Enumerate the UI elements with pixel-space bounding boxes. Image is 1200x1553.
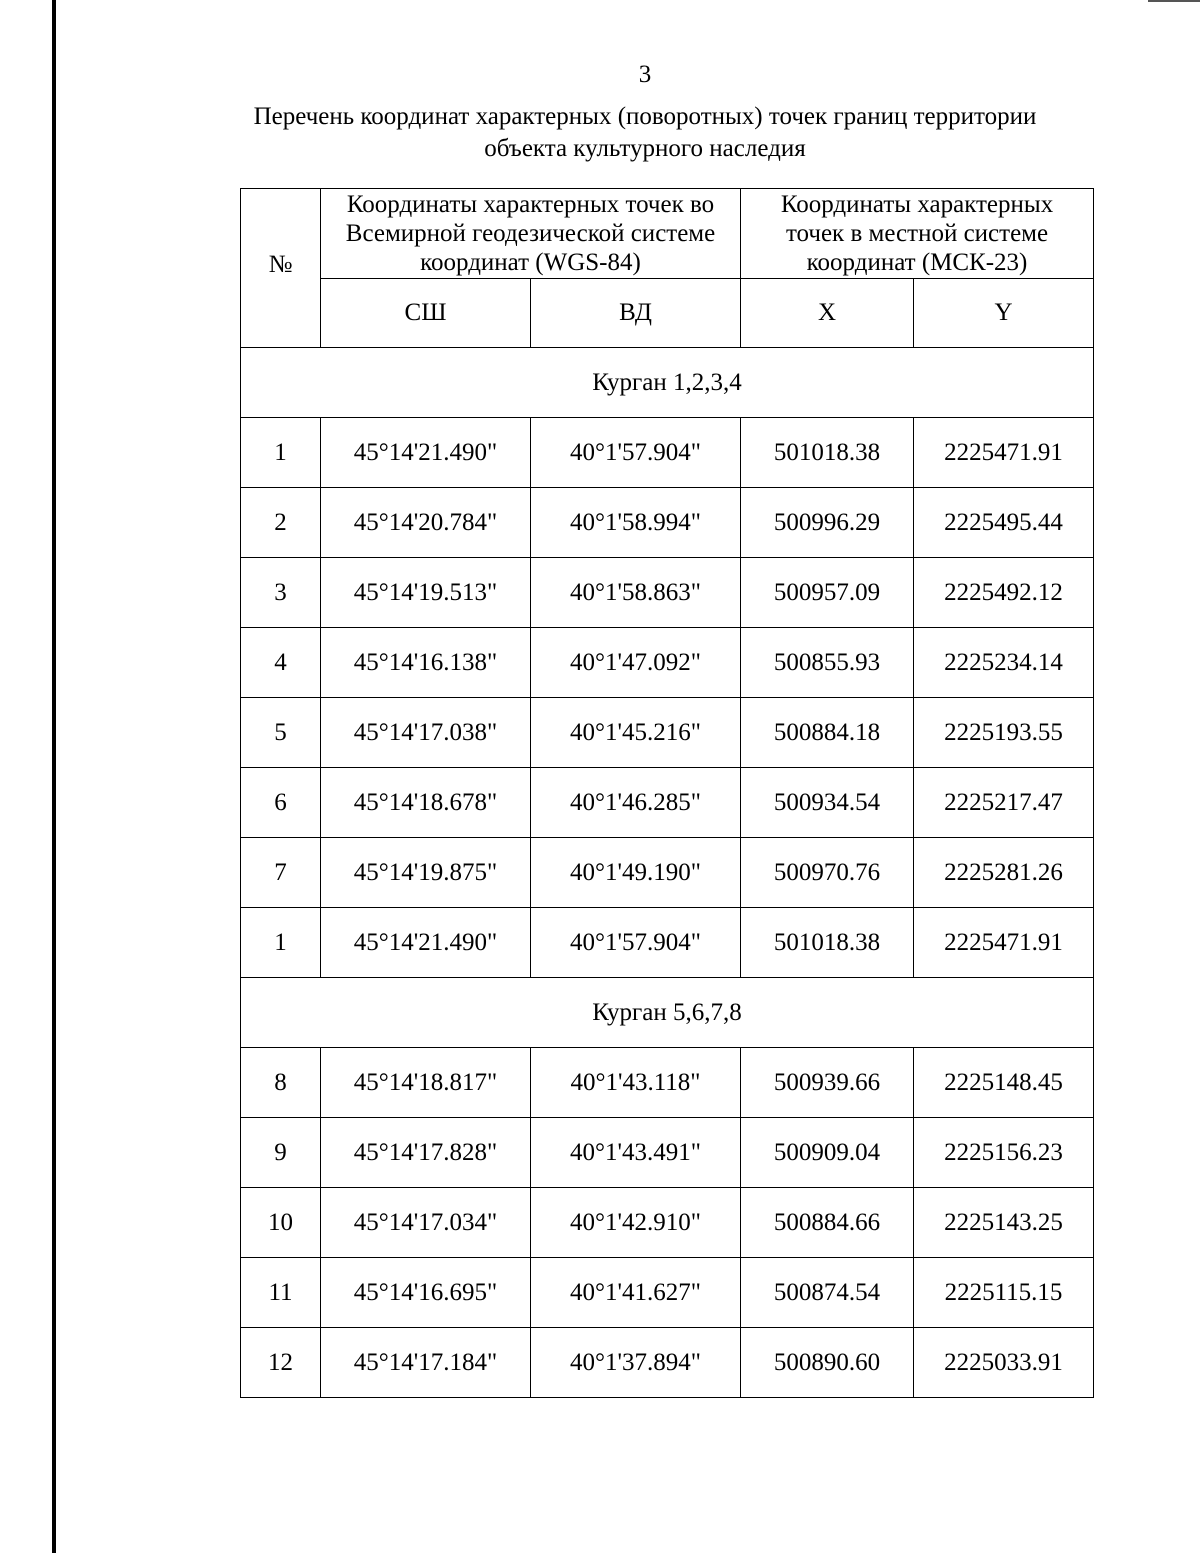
- longitude-cell: 40°1'46.285": [531, 768, 741, 838]
- section-row: [241, 348, 1094, 418]
- point-number-cell: 9: [241, 1118, 321, 1188]
- x-coordinate-cell: 500957.09: [741, 558, 914, 628]
- longitude-cell: 40°1'45.216": [531, 698, 741, 768]
- y-coordinate-cell: 2225471.91: [914, 908, 1094, 978]
- table-row: [241, 768, 1094, 838]
- x-coordinate-cell: 500855.93: [741, 628, 914, 698]
- table-row: [241, 1328, 1094, 1398]
- x-coordinate-cell: 500970.76: [741, 838, 914, 908]
- table-row: [241, 1188, 1094, 1258]
- point-number-cell: 1: [241, 418, 321, 488]
- table-body: [241, 348, 1094, 1398]
- table-row: [241, 488, 1094, 558]
- y-coordinate-cell: 2225115.15: [914, 1258, 1094, 1328]
- latitude-cell: 45°14'19.875": [321, 838, 531, 908]
- longitude-cell: 40°1'37.894": [531, 1328, 741, 1398]
- point-number-cell: 12: [241, 1328, 321, 1398]
- point-number-cell: 6: [241, 768, 321, 838]
- latitude-cell: 45°14'17.828": [321, 1118, 531, 1188]
- page-number: 3: [638, 61, 652, 88]
- longitude-cell: 40°1'41.627": [531, 1258, 741, 1328]
- point-number-cell: 1: [241, 908, 321, 978]
- point-number-cell: 3: [241, 558, 321, 628]
- latitude-cell: 45°14'21.490": [321, 418, 531, 488]
- table-row: [241, 628, 1094, 698]
- coordinates-table: [240, 188, 1094, 1398]
- longitude-cell: 40°1'57.904": [531, 908, 741, 978]
- header-latitude: СШ: [321, 279, 531, 348]
- latitude-cell: 45°14'21.490": [321, 908, 531, 978]
- table-row: [241, 908, 1094, 978]
- header-number: №: [241, 189, 321, 348]
- point-number-cell: 5: [241, 698, 321, 768]
- x-coordinate-cell: 500884.18: [741, 698, 914, 768]
- latitude-cell: 45°14'16.695": [321, 1258, 531, 1328]
- point-number-cell: 7: [241, 838, 321, 908]
- x-coordinate-cell: 500890.60: [741, 1328, 914, 1398]
- table-row: [241, 558, 1094, 628]
- longitude-cell: 40°1'43.491": [531, 1118, 741, 1188]
- y-coordinate-cell: 2225495.44: [914, 488, 1094, 558]
- table-row: [241, 698, 1094, 768]
- y-coordinate-cell: 2225148.45: [914, 1048, 1094, 1118]
- y-coordinate-cell: 2225143.25: [914, 1188, 1094, 1258]
- x-coordinate-cell: 500909.04: [741, 1118, 914, 1188]
- table-row: [241, 1048, 1094, 1118]
- point-number-cell: 4: [241, 628, 321, 698]
- page-left-border: [52, 0, 56, 1553]
- x-coordinate-cell: 500996.29: [741, 488, 914, 558]
- y-coordinate-cell: 2225492.12: [914, 558, 1094, 628]
- latitude-cell: 45°14'17.034": [321, 1188, 531, 1258]
- point-number-cell: 11: [241, 1258, 321, 1328]
- y-coordinate-cell: 2225193.55: [914, 698, 1094, 768]
- latitude-cell: 45°14'17.038": [321, 698, 531, 768]
- document-title: Перечень координат характерных (поворотных) точек границ территории объекта культурного наследия: [253, 103, 1037, 162]
- latitude-cell: 45°14'18.817": [321, 1048, 531, 1118]
- longitude-cell: 40°1'47.092": [531, 628, 741, 698]
- point-number-cell: 8: [241, 1048, 321, 1118]
- y-coordinate-cell: 2225471.91: [914, 418, 1094, 488]
- latitude-cell: 45°14'20.784": [321, 488, 531, 558]
- header-x: X: [741, 279, 914, 348]
- x-coordinate-cell: 501018.38: [741, 908, 914, 978]
- longitude-cell: 40°1'43.118": [531, 1048, 741, 1118]
- y-coordinate-cell: 2225033.91: [914, 1328, 1094, 1398]
- header-y: Y: [914, 279, 1094, 348]
- longitude-cell: 40°1'57.904": [531, 418, 741, 488]
- corner-mark: [1148, 0, 1200, 2]
- latitude-cell: 45°14'17.184": [321, 1328, 531, 1398]
- y-coordinate-cell: 2225281.26: [914, 838, 1094, 908]
- header-longitude: ВД: [531, 279, 741, 348]
- point-number-cell: 10: [241, 1188, 321, 1258]
- x-coordinate-cell: 500939.66: [741, 1048, 914, 1118]
- x-coordinate-cell: 501018.38: [741, 418, 914, 488]
- longitude-cell: 40°1'58.863": [531, 558, 741, 628]
- table-row: [241, 418, 1094, 488]
- x-coordinate-cell: 500884.66: [741, 1188, 914, 1258]
- table-row: [241, 1258, 1094, 1328]
- header-msk-group: Координаты характерных точек в местной системе координат (МСК-23): [741, 189, 1094, 279]
- longitude-cell: 40°1'49.190": [531, 838, 741, 908]
- longitude-cell: 40°1'58.994": [531, 488, 741, 558]
- header-wgs-group: Координаты характерных точек во Всемирной геодезической системе координат (WGS-84): [321, 189, 741, 279]
- latitude-cell: 45°14'16.138": [321, 628, 531, 698]
- y-coordinate-cell: 2225217.47: [914, 768, 1094, 838]
- point-number-cell: 2: [241, 488, 321, 558]
- latitude-cell: 45°14'18.678": [321, 768, 531, 838]
- section-row: [241, 978, 1094, 1048]
- table-row: [241, 1118, 1094, 1188]
- table-row: [241, 838, 1094, 908]
- x-coordinate-cell: 500874.54: [741, 1258, 914, 1328]
- section-title: Курган 5,6,7,8: [241, 978, 1094, 1048]
- section-title: Курган 1,2,3,4: [241, 348, 1094, 418]
- latitude-cell: 45°14'19.513": [321, 558, 531, 628]
- y-coordinate-cell: 2225234.14: [914, 628, 1094, 698]
- longitude-cell: 40°1'42.910": [531, 1188, 741, 1258]
- x-coordinate-cell: 500934.54: [741, 768, 914, 838]
- y-coordinate-cell: 2225156.23: [914, 1118, 1094, 1188]
